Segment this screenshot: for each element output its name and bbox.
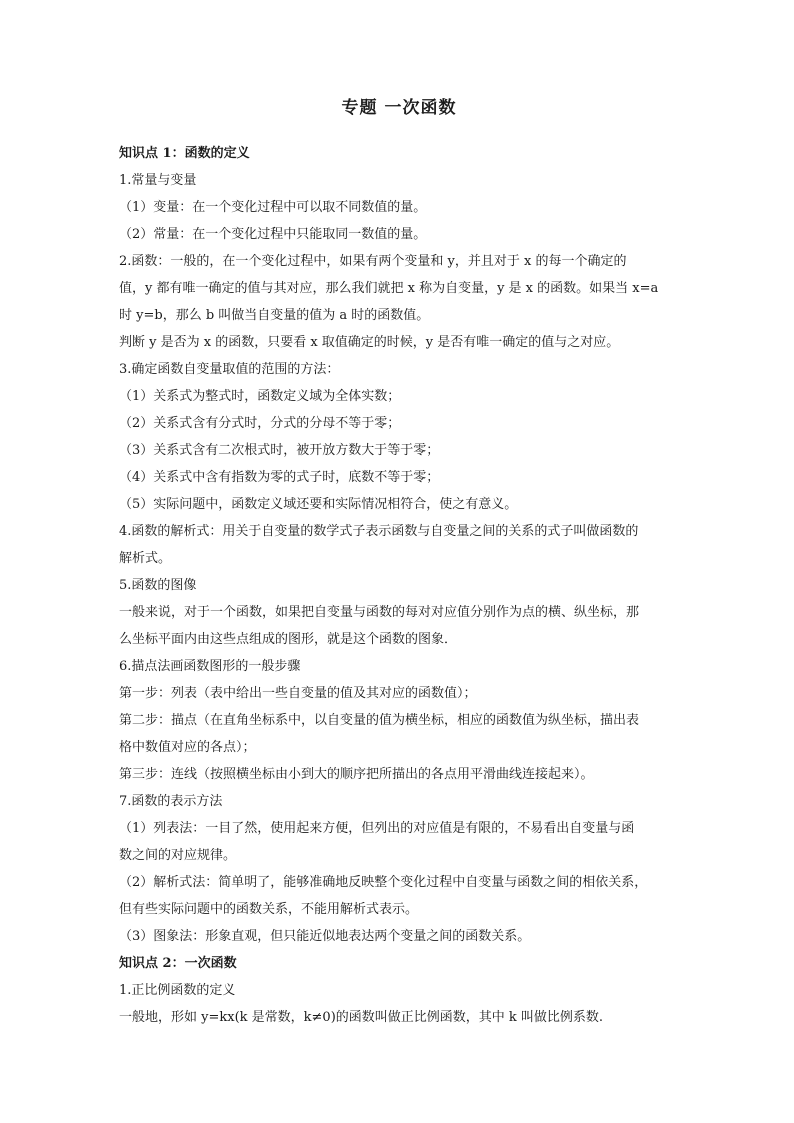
text-line: （1）列表法：一目了然，使用起来方便，但列出的对应值是有限的，不易看出自变量与函: [119, 821, 635, 836]
text-line: 值，y 都有唯一确定的值与其对应，那么我们就把 x 称为自变量，y 是 x 的函数。如果当 x=a: [119, 281, 659, 296]
document-title: 专题 一次函数: [341, 98, 457, 118]
text-line: 但有些实际问题中的函数关系，不能用解析式表示。: [119, 902, 419, 917]
document-page: [119, 96, 679, 1031]
text-line: （1）关系式为整式时，函数定义域为全体实数；: [119, 389, 401, 404]
document-body: [119, 140, 679, 1031]
section-heading: 知识点 2：一次函数: [119, 956, 237, 971]
text-line: （2）解析式法：简单明了，能够准确地反映整个变化过程中自变量与函数之间的相依关系，: [119, 875, 648, 890]
section-heading: 知识点 1：函数的定义: [119, 146, 250, 161]
text-line: 1.常量与变量: [119, 173, 197, 188]
text-line: 6.描点法画函数图形的一般步骤: [119, 659, 301, 674]
text-line: 3.确定函数自变量取值的范围的方法：: [119, 362, 340, 377]
text-line: 第一步：列表（表中给出一些自变量的值及其对应的函数值）；: [119, 686, 477, 701]
text-line: 第三步：连线（按照横坐标由小到大的顺序把所描出的各点用平滑曲线连接起来）。: [119, 767, 594, 782]
text-line: 数之间的对应规律。: [119, 848, 237, 863]
text-line: 5.函数的图像: [119, 578, 197, 593]
text-line: 判断 y 是否为 x 的函数，只要看 x 取值确定的时候，y 是否有唯一确定的值与之对应。: [119, 335, 620, 350]
text-line: 解析式。: [119, 551, 172, 566]
text-line: （5）实际问题中，函数定义域还要和实际情况相符合，使之有意义。: [119, 497, 518, 512]
text-line: （2）关系式含有分式时，分式的分母不等于零；: [119, 416, 401, 431]
text-line: （1）变量：在一个变化过程中可以取不同数值的量。: [119, 200, 427, 215]
text-line: （3）图象法：形象直观，但只能近似地表达两个变量之间的函数关系。: [119, 929, 531, 944]
text-line: 么坐标平面内由这些点组成的图形，就是这个函数的图象．: [119, 632, 458, 647]
text-line: 7.函数的表示方法: [119, 794, 223, 809]
text-line: （3）关系式含有二次根式时，被开放方数大于等于零；: [119, 443, 440, 458]
text-line: 4.函数的解析式：用关于自变量的数学式子表示函数与自变量之间的关系的式子叫做函数的: [119, 524, 639, 539]
text-line: 一般地，形如 y=kx(k 是常数，k≠0)的函数叫做正比例函数，其中 k 叫做比例系数.: [119, 1010, 604, 1025]
text-line: 第二步：描点（在直角坐标系中，以自变量的值为横坐标，相应的函数值为纵坐标，描出表: [119, 713, 640, 728]
text-line: 1.正比例函数的定义: [119, 983, 236, 998]
text-line: 2.函数：一般的，在一个变化过程中，如果有两个变量和 y，并且对于 x 的每一个确定的: [119, 254, 627, 269]
text-line: （2）常量：在一个变化过程中只能取同一数值的量。: [119, 227, 427, 242]
text-line: 时 y=b，那么 b 叫做当自变量的值为 a 时的函数值。: [119, 308, 430, 323]
text-line: 一般来说，对于一个函数，如果把自变量与函数的每对对应值分别作为点的横、纵坐标，那: [119, 605, 640, 620]
text-line: 格中数值对应的各点）；: [119, 740, 256, 755]
text-line: （4）关系式中含有指数为零的式子时，底数不等于零；: [119, 470, 440, 485]
